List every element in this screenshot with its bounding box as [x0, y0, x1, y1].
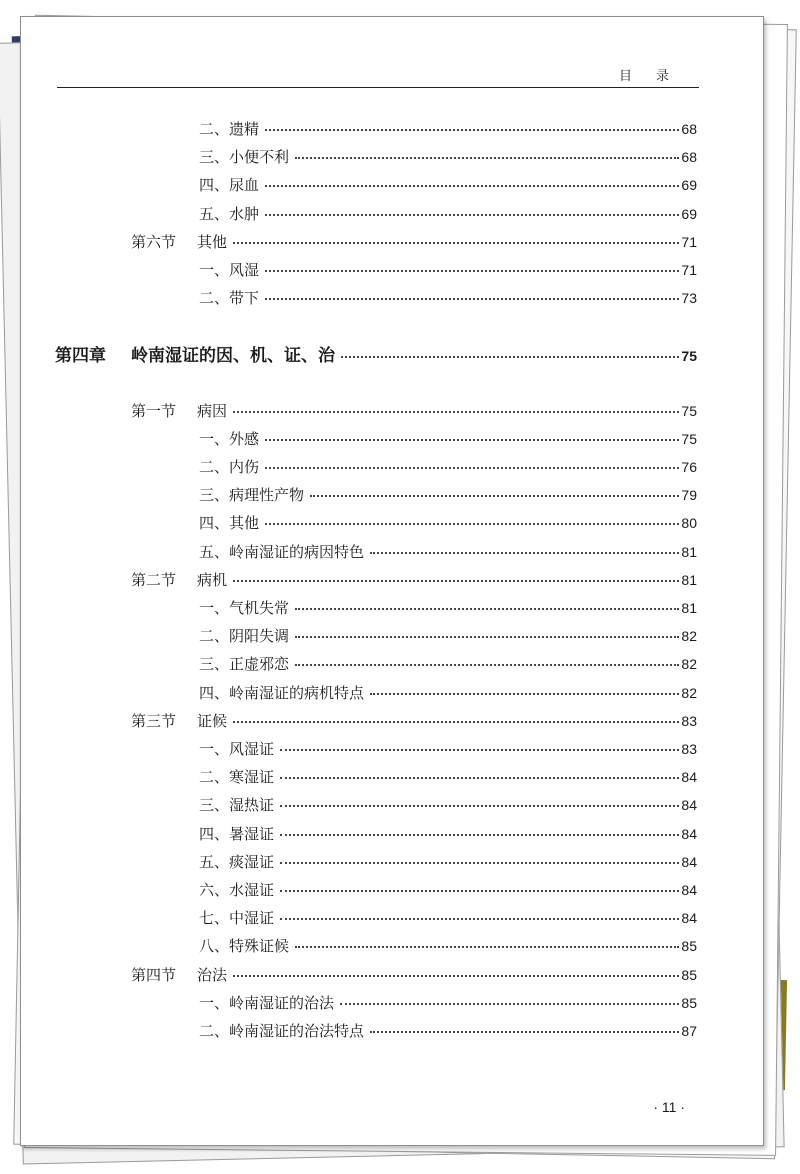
dot-leader [265, 513, 679, 525]
toc-entry-title: 病机 [197, 570, 228, 589]
toc-item-row[interactable] [199, 626, 697, 646]
toc-entry-title: 六、水湿证 [199, 881, 275, 899]
toc-page-number: 84 [681, 825, 697, 842]
dot-leader [295, 654, 679, 666]
toc-page-number: 85 [681, 994, 697, 1011]
toc-page-number: 75 [681, 402, 697, 419]
toc-entry-title: 七、中湿证 [199, 909, 275, 928]
dot-leader [295, 626, 679, 638]
toc-item-row[interactable] [199, 880, 697, 900]
toc-page-number: 84 [681, 797, 697, 814]
toc-page-number: 85 [681, 966, 697, 983]
dot-leader [233, 401, 679, 413]
dot-leader [280, 852, 679, 864]
toc-page-number: 68 [681, 149, 697, 166]
dot-leader [233, 570, 679, 582]
toc-entry-title: 证候 [197, 711, 228, 730]
dot-leader [265, 204, 679, 216]
toc-item-row[interactable] [199, 795, 697, 815]
toc-page-number: 84 [681, 910, 697, 927]
dot-leader [370, 683, 679, 695]
toc-entry-title: 岭南湿证的因、机、证、治 [131, 346, 335, 367]
toc-entry-title: 其他 [197, 232, 228, 251]
dot-leader [265, 175, 679, 187]
toc-section-row[interactable] [131, 711, 697, 731]
toc-entry-title: 四、尿血 [199, 176, 260, 195]
toc-entry-title: 二、带下 [199, 289, 260, 308]
dot-leader [295, 598, 679, 610]
chapter-number: 第四章 [55, 346, 106, 367]
toc-page-number: 79 [681, 487, 697, 504]
toc-item-row[interactable] [199, 485, 697, 505]
toc-item-row[interactable] [199, 542, 697, 562]
toc-entry-title: 三、正虚邪恋 [199, 655, 290, 674]
dot-leader [341, 346, 679, 358]
dot-leader [295, 147, 679, 159]
toc-page-number: 84 [681, 853, 697, 870]
toc-item-row[interactable] [199, 457, 697, 477]
toc-page-number: 82 [681, 628, 697, 645]
dot-leader [370, 542, 679, 554]
section-number: 第四节 [131, 965, 177, 984]
toc-item-row[interactable] [199, 119, 697, 139]
toc-item-row[interactable] [199, 147, 697, 167]
dot-leader [280, 739, 679, 751]
section-number: 第三节 [131, 711, 177, 730]
toc-entry-title: 四、其他 [199, 514, 260, 533]
toc-page-number: 87 [681, 1023, 697, 1039]
toc-page-number: 81 [681, 571, 697, 588]
toc-page [20, 16, 764, 1146]
toc-item-row[interactable] [199, 1021, 697, 1041]
toc-entry-title: 一、风湿证 [199, 740, 275, 758]
dot-leader [233, 965, 679, 977]
header-rule [57, 87, 699, 88]
toc-entry-title: 一、外感 [199, 429, 260, 448]
toc-page-number: 69 [681, 177, 697, 194]
toc-entry-title: 二、岭南湿证的治法特点 [199, 1022, 365, 1040]
dot-leader [280, 880, 679, 892]
toc-item-row[interactable] [199, 260, 697, 280]
toc-page-number: 68 [681, 121, 697, 137]
toc-entry-title: 病因 [197, 401, 228, 420]
toc-entry-title: 三、病理性产物 [199, 486, 305, 505]
toc-section-row[interactable] [131, 401, 697, 421]
toc-item-row[interactable] [199, 852, 697, 872]
toc-page-number: 81 [681, 600, 697, 616]
toc-page-number: 85 [681, 938, 697, 955]
toc-page-number: 75 [681, 348, 697, 365]
toc-section-row[interactable] [131, 232, 697, 252]
toc-entry-title: 八、特殊证候 [199, 937, 290, 956]
toc-page-number: 81 [681, 543, 697, 560]
toc-entry-title: 二、内伤 [199, 458, 260, 476]
toc-entry-title: 三、小便不利 [199, 148, 290, 167]
toc-entry-title: 二、寒湿证 [199, 768, 275, 787]
dot-leader [265, 119, 679, 131]
toc-item-row[interactable] [199, 654, 697, 674]
dot-leader [265, 288, 679, 300]
toc-item-row[interactable] [199, 598, 697, 618]
section-number: 第六节 [131, 232, 177, 251]
dot-leader [340, 993, 679, 1005]
running-head-title: 目录 [618, 69, 693, 84]
toc-item-row[interactable] [199, 429, 697, 449]
toc-entry-title: 治法 [197, 965, 228, 984]
toc-page-number: 84 [681, 769, 697, 786]
toc-entry-title: 二、阴阳失调 [199, 627, 290, 646]
toc-entry-title: 三、湿热证 [199, 796, 275, 815]
toc-entry-title: 四、暑湿证 [199, 824, 275, 843]
dot-leader [295, 936, 679, 948]
toc-item-row[interactable] [199, 767, 697, 787]
toc-section-row[interactable] [131, 570, 697, 590]
toc-entry-title: 四、岭南湿证的病机特点 [199, 683, 365, 702]
toc-page-number: 75 [681, 430, 697, 447]
dot-leader [370, 1021, 679, 1033]
toc-item-row[interactable] [199, 683, 697, 703]
toc-page-number: 83 [681, 741, 697, 757]
toc-page-number: 69 [681, 205, 697, 222]
toc-page-number: 82 [681, 656, 697, 673]
dot-leader [280, 767, 679, 779]
toc-page-number: 83 [681, 712, 697, 729]
toc-entry-title: 一、岭南湿证的治法 [199, 993, 335, 1012]
section-number: 第一节 [131, 401, 177, 420]
toc-item-row[interactable] [199, 513, 697, 533]
toc-item-row[interactable] [199, 908, 697, 928]
toc-chapter-row[interactable] [55, 346, 697, 366]
toc-entry-title: 五、痰湿证 [199, 852, 275, 871]
toc-page-number: 80 [681, 515, 697, 532]
toc-entry-title: 一、气机失常 [199, 599, 290, 617]
dot-leader [265, 260, 679, 272]
dot-leader [233, 232, 679, 244]
toc-item-row[interactable] [199, 824, 697, 844]
dot-leader [265, 429, 679, 441]
toc-item-row[interactable] [199, 175, 697, 195]
toc-page-number: 76 [681, 459, 697, 475]
dot-leader [310, 485, 679, 497]
toc-item-row[interactable] [199, 993, 697, 1013]
toc-page-number: 82 [681, 684, 697, 701]
toc-item-row[interactable] [199, 288, 697, 308]
section-number: 第二节 [131, 570, 177, 589]
toc-item-row[interactable] [199, 739, 697, 759]
toc-entry-title: 五、水肿 [199, 204, 260, 223]
toc-page-number: 71 [681, 233, 697, 250]
toc-section-row[interactable] [131, 965, 697, 985]
dot-leader [265, 457, 679, 469]
toc-item-row[interactable] [199, 204, 697, 224]
toc-entry-title: 二、遗精 [199, 120, 260, 138]
page-number: · 11 · [653, 1099, 685, 1115]
dot-leader [280, 824, 679, 836]
toc-entry-title: 五、岭南湿证的病因特色 [199, 542, 365, 561]
dot-leader [280, 908, 679, 920]
toc-page-number: 71 [681, 262, 697, 278]
toc-entry-title: 一、风湿 [199, 261, 260, 279]
dot-leader [233, 711, 679, 723]
toc-page-number: 84 [681, 882, 697, 898]
dot-leader [280, 795, 679, 807]
toc-page-number: 73 [681, 290, 697, 307]
toc-item-row[interactable] [199, 936, 697, 956]
